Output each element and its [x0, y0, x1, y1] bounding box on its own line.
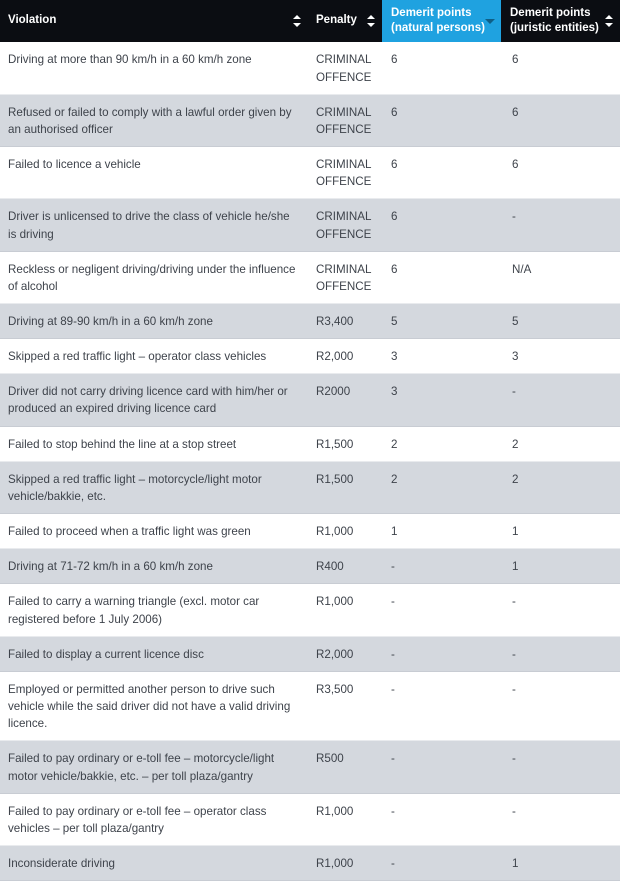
cell-penalty: CRIMINAL OFFENCE — [316, 158, 372, 189]
sort-descending-icon[interactable] — [485, 17, 494, 25]
cell-penalty: R2000 — [316, 385, 351, 399]
cell-violation: Failed to licence a vehicle — [8, 158, 141, 172]
cell-demerit-juristic: 3 — [512, 350, 519, 364]
column-header-demerit-juristic-line2: (juristic entities) — [510, 21, 599, 34]
column-header-demerit-juristic-line1: Demerit points — [510, 7, 591, 19]
cell-demerit-natural: 6 — [391, 262, 398, 276]
cell-violation: Skipped a red traffic light – motorcycle/light motor vehicle/bakkie, etc. — [8, 472, 262, 503]
column-header-demerit-juristic-entities[interactable] — [501, 0, 620, 42]
cell-penalty: R3,400 — [316, 315, 354, 328]
cell-violation: Reckless or negligent driving/driving under the influence of alcohol — [8, 262, 296, 293]
cell-demerit-juristic: N/A — [512, 262, 532, 276]
cell-demerit-natural: 3 — [391, 385, 398, 399]
cell-demerit-natural: - — [391, 682, 395, 696]
table-row — [0, 95, 620, 147]
cell-demerit-natural: 6 — [391, 53, 398, 67]
table-row — [0, 584, 620, 636]
table-row — [0, 339, 620, 374]
cell-violation: Failed to stop behind the line at a stop street — [8, 437, 237, 451]
table-row — [0, 304, 620, 339]
column-header-penalty[interactable] — [308, 0, 382, 42]
sort-both-icon[interactable] — [293, 14, 302, 28]
cell-penalty: CRIMINAL OFFENCE — [316, 262, 372, 293]
table-row — [0, 741, 620, 793]
cell-penalty: R3,500 — [316, 682, 354, 696]
cell-demerit-natural: 1 — [391, 525, 398, 539]
sort-both-icon[interactable] — [605, 14, 614, 28]
column-header-violation-label: Violation — [8, 14, 57, 27]
cell-demerit-juristic: 1 — [512, 856, 519, 870]
table-row — [0, 846, 620, 881]
cell-demerit-juristic: 6 — [512, 53, 519, 67]
cell-violation: Inconsiderate driving — [8, 856, 115, 870]
cell-penalty: R1,000 — [316, 525, 354, 539]
cell-violation: Refused or failed to comply with a lawful order given by an authorised officer — [8, 105, 292, 136]
cell-demerit-juristic: - — [512, 647, 516, 661]
table-row — [0, 252, 620, 304]
cell-demerit-natural: 2 — [391, 472, 398, 486]
cell-demerit-natural: - — [391, 595, 395, 609]
cell-violation: Driving at more than 90 km/h in a 60 km/h zone — [8, 53, 252, 67]
table-row — [0, 549, 620, 584]
cell-demerit-juristic: 2 — [512, 472, 519, 486]
cell-demerit-natural: 6 — [391, 158, 398, 172]
table-body — [0, 42, 620, 881]
table-row — [0, 794, 620, 846]
cell-penalty: R1,500 — [316, 437, 354, 451]
table-row — [0, 374, 620, 426]
cell-violation: Failed to carry a warning triangle (excl. motor car registered before 1 July 2006) — [8, 595, 260, 626]
table-row — [0, 42, 620, 94]
table-row — [0, 199, 620, 251]
cell-demerit-juristic: 1 — [512, 525, 519, 539]
cell-violation: Skipped a red traffic light – operator class vehicles — [8, 350, 267, 364]
column-header-penalty-label: Penalty — [316, 14, 357, 27]
cell-demerit-natural: - — [391, 647, 395, 661]
cell-penalty: R1,000 — [316, 804, 354, 818]
cell-demerit-juristic: 2 — [512, 437, 519, 451]
cell-violation: Failed to proceed when a traffic light was green — [8, 525, 251, 539]
cell-demerit-juristic: 6 — [512, 105, 519, 119]
cell-penalty: R500 — [316, 752, 344, 766]
cell-penalty: R400 — [316, 560, 344, 574]
cell-demerit-natural: 5 — [391, 315, 398, 328]
cell-violation: Employed or permitted another person to drive such vehicle while the said driver did not have a valid driving licence. — [8, 682, 291, 731]
cell-violation: Driver is unlicensed to drive the class of vehicle he/she is driving — [8, 210, 290, 241]
table-row — [0, 637, 620, 672]
cell-demerit-natural: 6 — [391, 105, 398, 119]
cell-demerit-juristic: - — [512, 804, 516, 818]
cell-demerit-natural: 3 — [391, 350, 398, 364]
cell-demerit-juristic: - — [512, 682, 516, 696]
cell-demerit-juristic: 6 — [512, 158, 519, 172]
table-row — [0, 514, 620, 549]
cell-violation: Driving at 71-72 km/h in a 60 km/h zone — [8, 560, 213, 574]
column-header-demerit-natural-line1: Demerit points — [391, 7, 472, 19]
cell-violation: Driving at 89-90 km/h in a 60 km/h zone — [8, 315, 213, 328]
sort-both-icon[interactable] — [367, 14, 376, 28]
cell-penalty: R1,500 — [316, 472, 354, 486]
cell-demerit-juristic: 5 — [512, 315, 519, 328]
cell-penalty: R2,000 — [316, 350, 354, 364]
cell-demerit-juristic: - — [512, 385, 516, 399]
cell-penalty: CRIMINAL OFFENCE — [316, 53, 372, 84]
cell-penalty: R1,000 — [316, 856, 354, 870]
cell-penalty: CRIMINAL OFFENCE — [316, 105, 372, 136]
cell-demerit-natural: - — [391, 752, 395, 766]
cell-violation: Failed to pay ordinary or e-toll fee – motorcycle/light motor vehicle/bakkie, etc. – per toll plaza/gantry — [8, 752, 275, 783]
cell-demerit-juristic: - — [512, 210, 516, 224]
column-header-violation[interactable] — [0, 0, 308, 42]
table-row — [0, 462, 620, 514]
table-row — [0, 147, 620, 199]
cell-penalty: R1,000 — [316, 595, 354, 609]
cell-demerit-natural: - — [391, 804, 395, 818]
header-row — [0, 0, 620, 42]
cell-violation: Failed to pay ordinary or e-toll fee – operator class vehicles – per toll plaza/gantry — [8, 804, 267, 835]
cell-penalty: R2,000 — [316, 647, 354, 661]
table-header — [0, 0, 620, 42]
cell-violation: Failed to display a current licence disc — [8, 647, 204, 661]
cell-demerit-juristic: - — [512, 752, 516, 766]
cell-demerit-natural: 2 — [391, 437, 398, 451]
cell-demerit-juristic: 1 — [512, 560, 519, 574]
cell-demerit-natural: 6 — [391, 210, 398, 224]
cell-penalty: CRIMINAL OFFENCE — [316, 210, 372, 241]
column-header-demerit-natural-persons[interactable] — [382, 0, 501, 42]
cell-demerit-juristic: - — [512, 595, 516, 609]
column-header-demerit-natural-line2: (natural persons) — [391, 21, 485, 34]
cell-demerit-natural: - — [391, 856, 395, 870]
cell-demerit-natural: - — [391, 560, 395, 574]
cell-violation: Driver did not carry driving licence card with him/her or produced an expired driving licence card — [8, 385, 288, 416]
table-row — [0, 427, 620, 462]
table-row — [0, 672, 620, 741]
